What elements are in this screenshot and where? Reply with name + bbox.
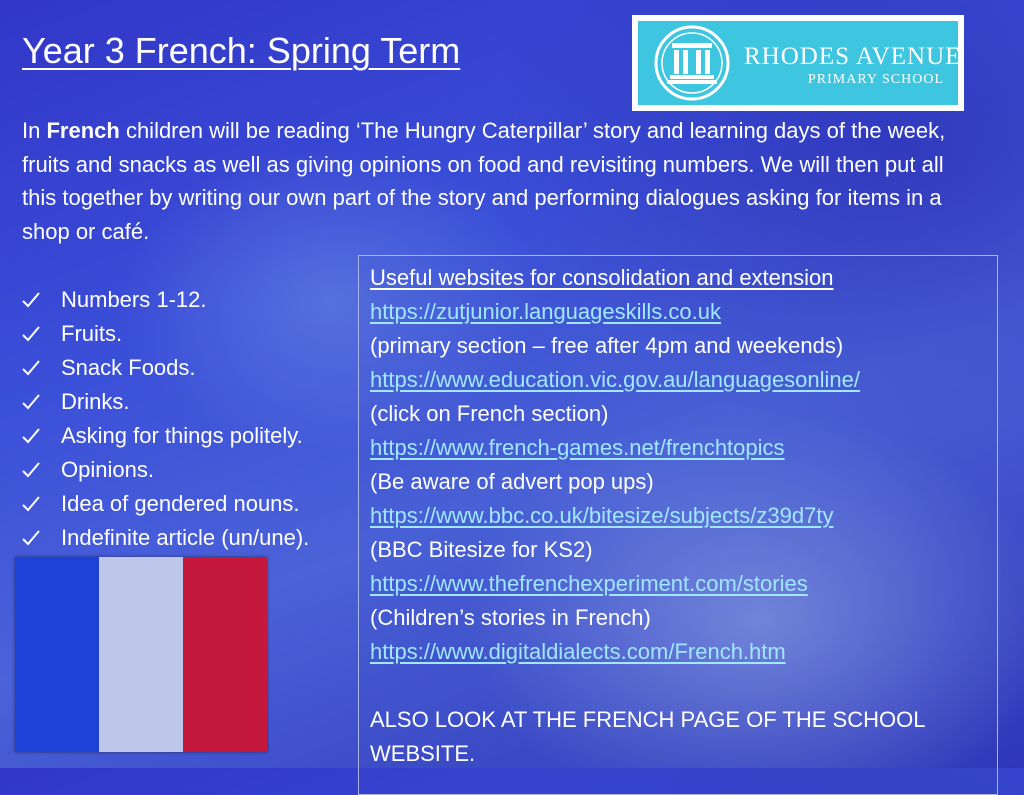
- list-item-label: Asking for things politely.: [61, 423, 303, 448]
- columns-emblem-icon: [652, 23, 732, 103]
- websites-heading: Useful websites for consolidation and extension: [370, 265, 834, 290]
- intro-paragraph: [22, 114, 982, 248]
- website-link[interactable]: [370, 431, 925, 465]
- list-item: [22, 283, 309, 317]
- french-flag: [15, 557, 267, 752]
- website-note: (BBC Bitesize for KS2): [370, 537, 593, 562]
- list-item-label: Drinks.: [61, 389, 130, 414]
- list-item-label: Snack Foods.: [61, 355, 196, 380]
- checkmark-icon: [22, 462, 61, 478]
- list-item: [22, 385, 309, 419]
- flag-white-stripe: [99, 557, 183, 752]
- checkmark-icon: [22, 326, 61, 342]
- website-note: (click on French section): [370, 401, 609, 426]
- website-link-url[interactable]: https://www.education.vic.gov.au/languagesonline/: [370, 367, 861, 392]
- website-link[interactable]: [370, 567, 925, 601]
- flag-blue-stripe: [15, 557, 99, 752]
- list-item: [22, 351, 309, 385]
- website-link-url[interactable]: https://www.bbc.co.uk/bitesize/subjects/z39d7ty: [370, 503, 834, 528]
- list-item-label: Opinions.: [61, 457, 154, 482]
- checkmark-icon: [22, 428, 61, 444]
- website-note: (Children’s stories in French): [370, 605, 651, 630]
- school-logo: [632, 15, 964, 111]
- checkmark-icon: [22, 496, 61, 512]
- website-link[interactable]: [370, 635, 925, 669]
- school-website-note-line1: ALSO LOOK AT THE FRENCH PAGE OF THE SCHOOL: [370, 707, 926, 732]
- list-item-label: Fruits.: [61, 321, 123, 346]
- page-title: Year 3 French: Spring Term: [22, 30, 461, 71]
- website-link[interactable]: [370, 499, 925, 533]
- website-note: (primary section – free after 4pm and weekends): [370, 333, 844, 358]
- logo-school-type: PRIMARY SCHOOL: [808, 72, 945, 87]
- website-note: (Be aware of advert pop ups): [370, 469, 654, 494]
- checkmark-icon: [22, 394, 61, 410]
- list-item: [22, 453, 309, 487]
- list-item-label: Indefinite article (un/une).: [61, 525, 310, 550]
- checkmark-icon: [22, 360, 61, 376]
- website-link-url[interactable]: https://www.digitaldialects.com/French.htm: [370, 639, 786, 664]
- school-website-note-line2: WEBSITE.: [370, 741, 476, 766]
- websites-list: [370, 261, 925, 771]
- intro-text-rest: children will be reading ‘The Hungry Caterpillar’ story and learning days of the week, fruits and snacks as well as giving opinions on food and revisiting numbers. We will then put all this together by writing our own part of the story and performing dialogues asking for items in a shop or café.: [22, 118, 946, 244]
- intro-bold-subject: French: [46, 118, 120, 143]
- list-item: [22, 487, 309, 521]
- website-link[interactable]: [370, 363, 925, 397]
- list-item-label: Idea of gendered nouns.: [61, 491, 300, 516]
- website-link-url[interactable]: https://zutjunior.languageskills.co.uk: [370, 299, 721, 324]
- list-item: [22, 521, 309, 555]
- website-link[interactable]: [370, 295, 925, 329]
- intro-text-start: In: [22, 118, 47, 143]
- checkmark-icon: [22, 530, 61, 546]
- list-spacer: [370, 669, 925, 703]
- website-link-url[interactable]: https://www.french-games.net/frenchtopics: [370, 435, 785, 460]
- website-link-url[interactable]: https://www.thefrenchexperiment.com/stories: [370, 571, 808, 596]
- logo-school-name: RHODES AVENUE: [744, 43, 962, 70]
- checkmark-icon: [22, 292, 61, 308]
- list-item-label: Numbers 1-12.: [61, 287, 207, 312]
- list-item: [22, 419, 309, 453]
- flag-red-stripe: [183, 557, 267, 752]
- list-item: [22, 317, 309, 351]
- topic-checklist: [22, 283, 309, 555]
